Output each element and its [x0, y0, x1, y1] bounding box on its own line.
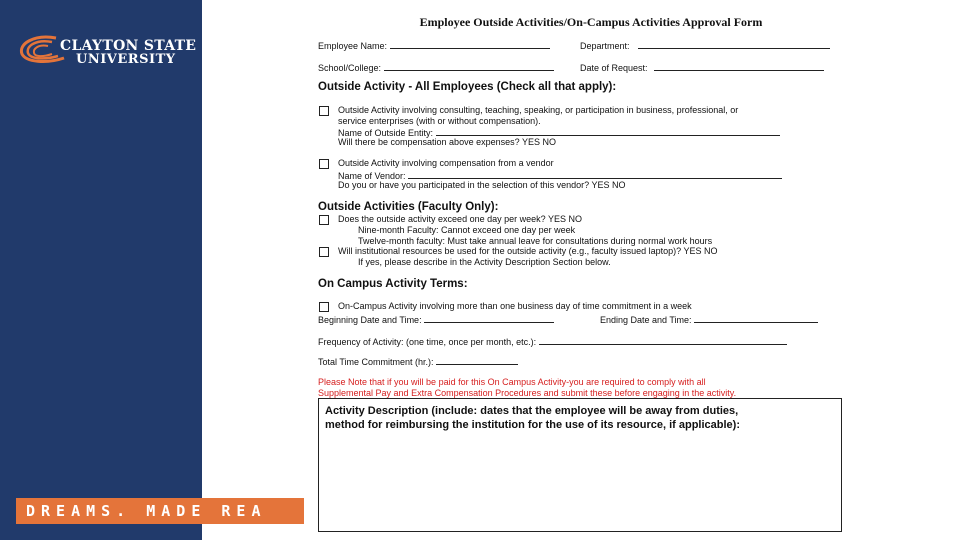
frequency-field[interactable]: [318, 335, 787, 347]
ending-date-field[interactable]: [600, 313, 818, 325]
employee-name-line[interactable]: [390, 39, 550, 49]
vendor-activity-line1: Outside Activity involving compensation from a vendor: [338, 158, 554, 168]
payment-note-line1: Please Note that if you will be paid for this On Campus Activity-you are required to comply with all: [318, 377, 706, 387]
department-label: Department:: [580, 41, 630, 51]
tagline-banner: DREAMS. MADE REA: [16, 498, 304, 524]
frequency-label: Frequency of Activity: (one time, once per month, etc.):: [318, 337, 537, 347]
outside-consulting-line2: service enterprises (with or without compensation).: [338, 116, 541, 126]
school-college-line[interactable]: [384, 61, 554, 71]
school-college-field[interactable]: [318, 61, 554, 73]
nine-month-note: Nine-month Faculty: Cannot exceed one day per week: [358, 225, 576, 235]
date-of-request-line[interactable]: [654, 61, 824, 71]
beginning-date-line[interactable]: [424, 313, 554, 323]
activity-description-line1: Activity Description (include: dates that the employee will be away from duties,: [325, 405, 739, 417]
payment-note-line2: Supplemental Pay and Extra Compensation Procedures and submit these before engaging in the activity.: [318, 388, 737, 398]
activity-description-line2: method for reimbursing the institution for the use of its resource, if applicable):: [325, 419, 740, 431]
institutional-resources-question: Will institutional resources be used for the outside activity (e.g., faculty issued laptop)? YES NO: [338, 246, 718, 256]
employee-name-label: Employee Name:: [318, 41, 388, 51]
total-time-label: Total Time Commitment (hr.):: [318, 357, 434, 367]
beginning-date-field[interactable]: [318, 313, 554, 325]
activity-description-box[interactable]: [318, 398, 842, 532]
logo-text-line2: UNIVERSITY: [76, 52, 176, 67]
activity-description-label: [325, 404, 740, 432]
twelve-month-note: Twelve-month faculty: Must take annual leave for consultations during normal work hours: [358, 236, 713, 246]
logo-text-line1: CLAYTON STATE: [60, 38, 197, 54]
outside-entity-label: Name of Outside Entity:: [338, 128, 434, 138]
form-header: [318, 10, 844, 30]
outside-consulting-checkbox[interactable]: [319, 106, 329, 116]
vendor-selection-question: Do you or have you participated in the selection of this vendor? YES NO: [338, 180, 626, 190]
outside-all-heading: Outside Activity - All Employees (Check all that apply):: [318, 81, 617, 93]
vendor-activity-checkbox[interactable]: [319, 159, 329, 169]
exceed-day-question: Does the outside activity exceed one day per week? YES NO: [338, 214, 582, 224]
exceed-day-checkbox[interactable]: [319, 215, 329, 225]
date-of-request-field[interactable]: [580, 61, 824, 73]
on-campus-heading: On Campus Activity Terms:: [318, 278, 468, 290]
department-line[interactable]: [638, 39, 830, 49]
on-campus-activity-text: On-Campus Activity involving more than one business day of time commitment in a week: [338, 301, 692, 311]
ending-date-line[interactable]: [694, 313, 818, 323]
vendor-name-line[interactable]: [408, 169, 782, 179]
compensation-question: Will there be compensation above expenses? YES NO: [338, 137, 556, 147]
university-logo: [16, 32, 197, 72]
department-field[interactable]: [580, 39, 830, 51]
date-of-request-label: Date of Request:: [580, 63, 648, 73]
sidebar-panel: [0, 0, 202, 540]
school-college-label: School/College:: [318, 63, 382, 73]
vendor-name-label: Name of Vendor:: [338, 171, 406, 181]
total-time-line[interactable]: [436, 355, 518, 365]
ending-date-label: Ending Date and Time:: [600, 315, 692, 325]
institutional-resources-checkbox[interactable]: [319, 247, 329, 257]
outside-entity-line[interactable]: [436, 126, 780, 136]
on-campus-checkbox[interactable]: [319, 302, 329, 312]
frequency-line[interactable]: [539, 335, 787, 345]
total-time-field[interactable]: [318, 355, 518, 367]
beginning-date-label: Beginning Date and Time:: [318, 315, 422, 325]
outside-consulting-line1: Outside Activity involving consulting, teaching, speaking, or participation in business, professional, or: [338, 105, 739, 115]
form-title: Employee Outside Activities/On-Campus Activities Approval Form: [419, 15, 763, 29]
faculty-heading: Outside Activities (Faculty Only):: [318, 201, 499, 213]
employee-name-field[interactable]: [318, 39, 550, 51]
institutional-resources-note: If yes, please describe in the Activity Description Section below.: [358, 257, 611, 267]
